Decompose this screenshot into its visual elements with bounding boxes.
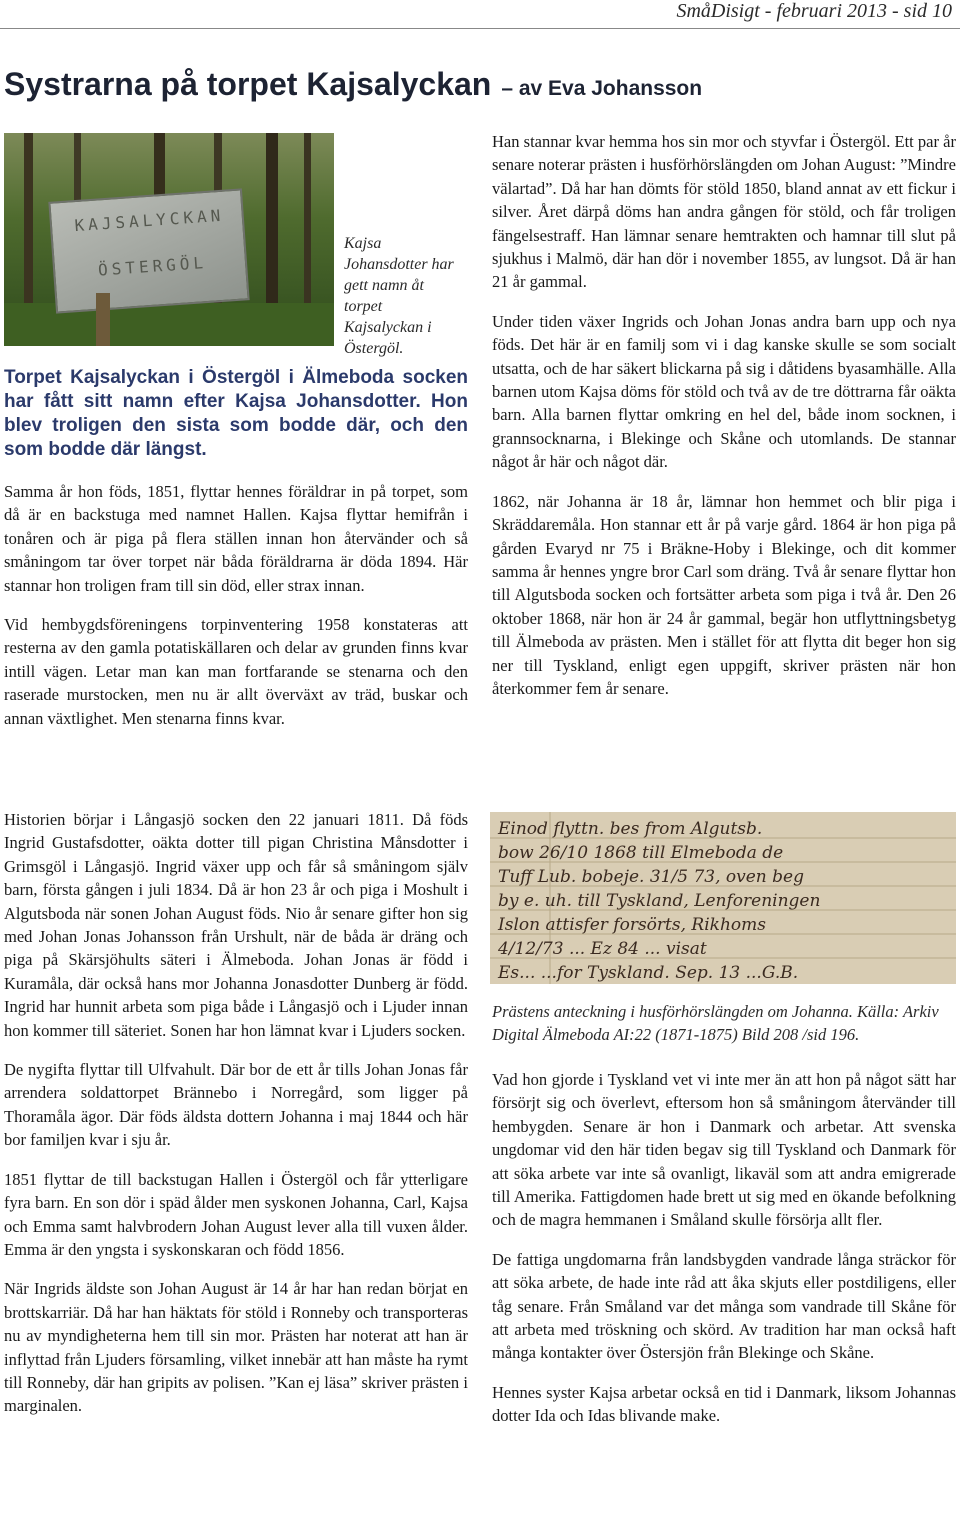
paragraph: De fattiga ungdomarna från landsbygden vandrade långa sträckor för att söka arbete, de hade inte råd att åka skjuts eller postdiligens, eller tåg senare. Från Småland var det många som vandrade till Skåne för att arbeta med tröskning och skörd. Av tradition har man också haft många kontakter över Östersjön från Blekinge och Skåne. — [492, 1249, 956, 1363]
paragraph: Han stannar kvar hemma hos sin mor och styvfar i Östergöl. Ett par år senare noterar prästen i husförhörslängden om Johan August: ”Mindre välartad”. Då har han dömts för stöld 1850, bland annat av ett fickur i silver. Året därpå döms han andra gången för stöld, och får troligen fängelsestraff. Han lämnar senare hemtrakten och hamnar till slut på sjukhus i Malmö, där han dör i november 1855, av lungsot. Då är han 21 år gammal. — [492, 132, 956, 292]
column-right-bottom — [492, 1068, 956, 1444]
sign-line-1: KAJSALYCKAN — [73, 205, 225, 236]
paragraph: 1862, när Johanna är 18 år, lämnar hon hemmet och blir piga i Skräddaremåla. Hon stannar ett år på varje gård. 1864 är hon piga på gården Evaryd nr 75 i Bräkne-Hoby i Blekinge, och dit kommer samma år hennes yngre bror Carl som dräng. Två år senare flyttar hon till Algutsboda socken och fortsätter arbeta som piga i två år. Den 26 oktober 1868, när hon är 24 år gammal, begär hon utflyttningsbetyg till Älmeboda av prästen. Men i stället för att flytta dit beger hon sig ner till Tyskland, enligt egen uppgift, skriver prästen när hon återkommer fem år senare. — [492, 491, 956, 698]
header-rule — [0, 28, 960, 29]
paragraph: De nygifta flyttar till Ulfvahult. Där bor de ett år tills Johan Jonas får arrendera soldattorpet Brännebo i Norregård, som ligger på Thoramåla ägor. Där föds äldsta dottern Johanna i maj 1844 och här bor familjen kvar i sju år. — [4, 1060, 468, 1150]
sign-post — [96, 293, 110, 346]
torp-sign — [48, 188, 249, 313]
column-right-top — [492, 130, 956, 716]
manuscript-line: 4/12/73 ... Ez 84 ... visat — [498, 939, 707, 959]
manuscript-line: by e. uh. till Tyskland, Lenforeningen — [498, 891, 821, 911]
manuscript-line: Islon attisfer forsörts, Rikhoms — [498, 915, 766, 935]
manuscript-line: bow 26/10 1868 till Elmeboda de — [498, 843, 784, 863]
sign-line-2: ÖSTERGÖL — [97, 253, 208, 280]
title-text: Systrarna på torpet Kajsalyckan — [4, 66, 492, 102]
column-left-bottom — [4, 808, 468, 1434]
paragraph: När Ingrids äldste son Johan August är 14 år har han redan börjat en brottskarriär. Då har han häktats för stöld i Ronneby och transporteras nu av myndigheterna hem till sin mor. Prästen har noterat att han är inflyttad från Ljuders församling, vilket innebär att han måste ha rymt till Ronneby, där han gripits av polisen. ”Kan ej läsa” skriver prästen i marginalen. — [4, 1279, 468, 1416]
article-title — [4, 66, 956, 103]
running-head: SmåDisigt - februari 2013 - sid 10 — [676, 0, 952, 22]
manuscript-line: Tuff Lub. bobeje. 31/5 73, oven beg — [498, 867, 804, 887]
manuscript-line: Einod flyttn. bes from Algutsb. — [498, 819, 763, 839]
paragraph: 1851 flyttar de till backstugan Hallen i Östergöl och får ytterligare fyra barn. En son dör i späd ålder men syskonen Johanna, Carl, Kajsa och Emma samt halvbrodern Johan August lever alla till vuxen ålder. Emma är den yngsta i syskonskaran och född 1856. — [4, 1169, 468, 1259]
manuscript-image — [490, 812, 956, 984]
manuscript-line: Es... ...for Tyskland. Sep. 13 ...G.B. — [498, 963, 799, 983]
paragraph: Vad hon gjorde i Tyskland vet vi inte mer än att hon på något sätt har försörjt sig och överlevt, eftersom hon så småningom återvänder till hembygden. Senare är hon i Danmark och arbetar. Att svenska ungdomar vid den här tiden begav sig till Tyskland och Danmark för att söka arbete var inte så ovanligt, likaväl som att andra emigrerade till Amerika. Fattigdomen hade brett ut sig med en ökande befolkning och de magra hemmanen i Småland skulle försörja allt fler. — [492, 1070, 956, 1230]
manuscript-caption: Prästens anteckning i husförhörslängden om Johanna. Källa: Arkiv Digital Älmeboda AI:22 (1871-1875) Bild 208 /sid 196. — [492, 1002, 939, 1044]
paragraph: Historien börjar i Långasjö socken den 22 januari 1811. Då föds Ingrid Gustafsdotter, oäkta dotter till pigan Christina Månsdotter i Grimsgöl i Långasjö. Ingrid växer upp och får så småningom själv barn, första gången i juli 1834. Då är hon 23 år och piga i Moshult i Algutsboda när sonen Johan August föds. Nio år senare gifter hon sig med Johan Jonas Johansson från Urshult, när de båda är dräng och piga på Skärsjöhults säteri i Älmeboda. Johan Jonas är född i Kuramåla, där också hans mor Johanna Jonasdotter Dunberg är född. Ingrid har hunnit arbeta som piga både i Långasjö och i Ljuder innan hon kommer till säteriet. Sonen har hon lämnat kvar i Ljuders socken. — [4, 810, 468, 1040]
sign-photo — [4, 133, 334, 346]
paragraph: Hennes syster Kajsa arbetar också en tid i Danmark, liksom Johannas dotter Ida och Idas blivande make. — [492, 1382, 956, 1426]
photo-caption: Kajsa Johansdotter har gett namn åt torpet Kajsalyckan i Östergöl. — [344, 235, 454, 357]
paragraph: Vid hembygdsföreningens torpinventering 1958 konstateras att resterna av den gamla potatiskällaren och delar av grunden finns kvar intill vägen. Letar man kan man fortfarande se stenarna och den raserade murstocken, men nu är allt överväxt av träd, buskar och annan växtlighet. Men stenarna finns kvar. — [4, 615, 468, 728]
manuscript-lines — [490, 812, 956, 984]
paragraph: Samma år hon föds, 1851, flyttar hennes föräldrar in på torpet, som då är en backstuga med namnet Hallen. Kajsa flyttar hemifrån i tonåren och är piga på flera ställen innan hon återvänder och så småningom tar över torpet när båda föräldrarna är döda 1894. Här stannar hon troligen fram till sin död, eller strax innan. — [4, 482, 468, 595]
column-left-top — [4, 480, 468, 746]
lead-paragraph: Torpet Kajsalyckan i Östergöl i Älmeboda socken har fått sitt namn efter Kajsa Johansdotter. Hon blev troligen den sista som bodde där, och den som bodde där längst. — [4, 367, 468, 460]
paragraph: Under tiden växer Ingrids och Johan Jonas andra barn upp och nya föds. Det här är en familj som vi i dag kanske skulle se som socialt utsatta, och de har säkert blickarna på sig i dåtidens byasamhälle. Alla barnen utom Kajsa döms för stöld och två av de tre döttrarna får oäkta barn. Alla barnen flyttar omkring en hel del, både inom socknen, i grannsocknarna, i Blekinge och Skåne och utomlands. De stannar något år här och något där. — [492, 311, 956, 472]
byline: – av Eva Johansson — [501, 77, 703, 100]
